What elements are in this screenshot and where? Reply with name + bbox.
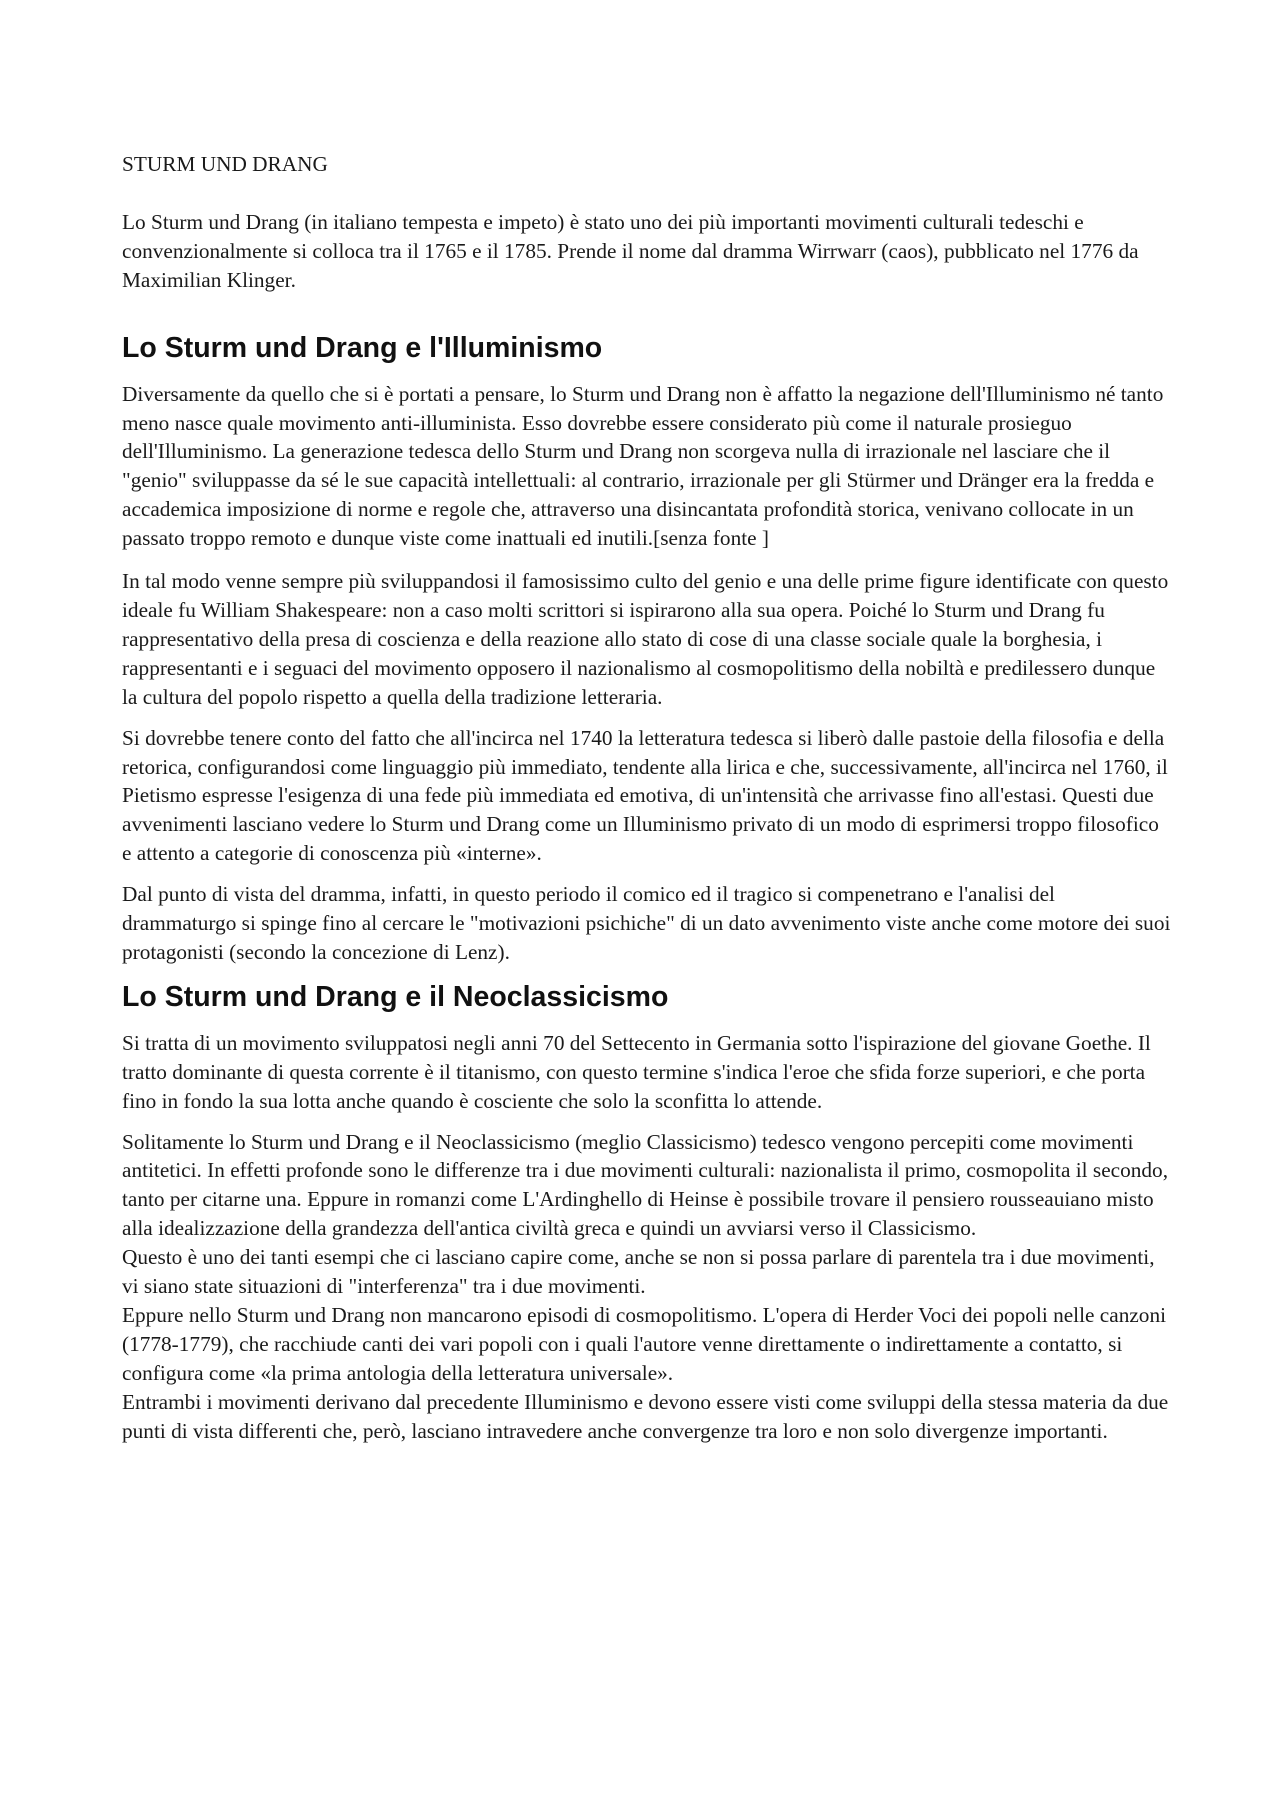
document-title: STURM UND DRANG xyxy=(122,152,328,176)
document-page xyxy=(122,150,1172,1446)
intro-paragraph: Lo Sturm und Drang (in italiano tempesta e impeto) è stato uno dei più importanti movimenti culturali tedeschi e convenzionalmente si colloca tra il 1765 e il 1785. Prende il nome dal dramma Wirrwarr (caos), pubblicato nel 1776 da Maximilian Klinger. xyxy=(122,209,1139,292)
section-heading-illuminismo: Lo Sturm und Drang e l'Illuminismo xyxy=(122,331,603,364)
paragraph: Si tratta di un movimento sviluppatosi negli anni 70 del Settecento in Germania sotto l'ispirazione del giovane Goethe. Il tratto dominante di questa corrente è il titanismo, con questo termine s'indica l'eroe che sfida forze superiori, e che porta fino in fondo la sua lotta anche quando è cosciente che solo la sconfitta lo attende. xyxy=(122,1030,1151,1113)
paragraph: In tal modo venne sempre più sviluppandosi il famosissimo culto del genio e una delle prime figure identificate con questo ideale fu William Shakespeare: non a caso molti scrittori si ispirarono alla sua opera. Poiché lo Sturm und Drang fu rappresentativo della presa di coscienza e della reazione allo stato di cose di una classe sociale quale la borghesia, i rappresentanti e i seguaci del movimento opposero il nazionalismo al cosmopolitismo della nobiltà e predilessero dunque la cultura del popolo rispetto a quella della tradizione letteraria. xyxy=(122,569,1169,709)
paragraph: Diversamente da quello che si è portati a pensare, lo Sturm und Drang non è affatto la negazione dell'Illuminismo né tanto meno nasce quale movimento anti-illuminista. Esso dovrebbe essere considerato più come il naturale prosieguo dell'Illuminismo. La generazione tedesca dello Sturm und Drang non scorgeva nulla di irrazionale nel lasciare che il "genio" sviluppasse da sé le sue capacità intellettuali: al contrario, irrazionale per gli Stürmer und Dränger era la fredda e accademica imposizione di norme e regole che, attraverso una disincantata profondità storica, venivano collocate in un passato troppo remoto e dunque viste come inattuali ed inutili.[senza fonte ] xyxy=(122,381,1164,551)
paragraph: Eppure nello Sturm und Drang non mancarono episodi di cosmopolitismo. L'opera di Herder Voci dei popoli nelle canzoni (1778-1779), che racchiude canti dei vari popoli con i quali l'autore venne direttamente o indirettamente a contatto, si configura come «la prima antologia della letteratura universale». xyxy=(122,1303,1167,1385)
section-heading-neoclassicismo: Lo Sturm und Drang e il Neoclassicismo xyxy=(122,980,669,1013)
paragraph: Dal punto di vista del dramma, infatti, in questo periodo il comico ed il tragico si compenetrano e l'analisi del drammaturgo si spinge fino al cercare le "motivazioni psichiche" di un dato avvenimento viste anche come motore dei suoi protagonisti (secondo la concezione di Lenz). xyxy=(122,882,1171,964)
paragraph: Questo è uno dei tanti esempi che ci lasciano capire come, anche se non si possa parlare di parentela tra i due movimenti, vi siano state situazioni di "interferenza" tra i due movimenti. xyxy=(122,1245,1155,1299)
paragraph: Entrambi i movimenti derivano dal precedente Illuminismo e devono essere visti come sviluppi della stessa materia da due punti di vista differenti che, però, lasciano intravedere anche convergenze tra loro e non solo divergenze importanti. xyxy=(122,1389,1169,1443)
paragraph: Si dovrebbe tenere conto del fatto che all'incirca nel 1740 la letteratura tedesca si liberò dalle pastoie della filosofia e della retorica, configurandosi come linguaggio più immediato, tendente alla lirica e che, successivamente, all'incirca nel 1760, il Pietismo espresse l'esigenza di una fede più immediata ed emotiva, di un'intensità che arrivasse fino all'estasi. Questi due avvenimenti lasciano vedere lo Sturm und Drang come un Illuminismo privato di un modo di esprimersi troppo filosofico e attento a categorie di conoscenza più «interne». xyxy=(122,725,1168,866)
paragraph: Solitamente lo Sturm und Drang e il Neoclassicismo (meglio Classicismo) tedesco vengono percepiti come movimenti antitetici. In effetti profonde sono le differenze tra i due movimenti culturali: nazionalista il primo, cosmopolita il secondo, tanto per citarne una. Eppure in romanzi come L'Ardinghello di Heinse è possibile trovare il pensiero rousseauiano misto alla idealizzazione della grandezza dell'antica civiltà greca e quindi un avviarsi verso il Classicismo. xyxy=(122,1129,1169,1241)
